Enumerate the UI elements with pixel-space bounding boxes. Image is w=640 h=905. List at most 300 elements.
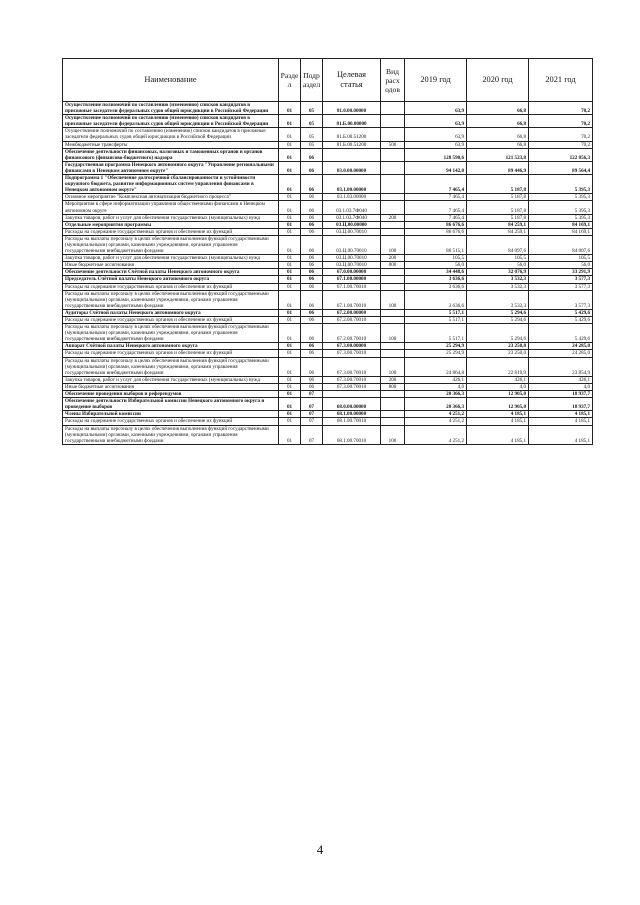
- row-section: 01: [279, 221, 301, 228]
- row-section: 01: [279, 269, 301, 276]
- row-subsection: 07: [301, 425, 323, 444]
- row-article: 67.2.00.70010: [323, 317, 381, 324]
- row-value-2021: 24 285,0: [529, 350, 593, 357]
- row-article: 67.1.00.70010: [323, 283, 381, 290]
- row-value-2019: 4 251,2: [405, 425, 467, 444]
- row-value-2020: 3 532,3: [467, 276, 529, 283]
- row-name: Государственная программа Ненецкого автономного округа "Управление региональными финансами в Ненецком автономном округе": [63, 161, 279, 174]
- row-name: Мероприятия в сфере информатизации управления общественными финансами в Ненецком автономном округе: [63, 201, 279, 214]
- row-name: Аудиторы Счётной палаты Ненецкого автономного округа: [63, 309, 279, 316]
- row-section: 01: [279, 283, 301, 290]
- table-row: [63, 128, 593, 141]
- row-value-2021: 56,0: [529, 262, 593, 269]
- row-section: 01: [279, 391, 301, 398]
- row-value-2021: 24 285,0: [529, 343, 593, 350]
- row-value-2020: 84 259,1: [467, 221, 529, 228]
- row-value-2021: 4 185,1: [529, 425, 593, 444]
- row-section: 01: [279, 228, 301, 235]
- row-name: Расходы на содержание государственных органов и обеспечение их функций: [63, 350, 279, 357]
- table-row: [63, 269, 593, 276]
- row-expense-type: [381, 276, 405, 283]
- row-value-2021: 33 291,9: [529, 269, 593, 276]
- row-value-2019: 24 864,8: [405, 357, 467, 376]
- row-article: 67.3.00.70010: [323, 383, 381, 390]
- table-row: [63, 343, 593, 350]
- table-row: [63, 201, 593, 214]
- row-value-2019: 86 676,6: [405, 221, 467, 228]
- row-value-2020: 105,5: [467, 255, 529, 262]
- table-row: [63, 194, 593, 201]
- row-value-2020: 5 187,8: [467, 201, 529, 214]
- row-value-2020: 3 532,3: [467, 290, 529, 309]
- row-subsection: 06: [301, 357, 323, 376]
- row-name: Расходы на содержание государственных органов и обеспечение их функций: [63, 418, 279, 425]
- row-subsection: 06: [301, 324, 323, 343]
- row-subsection: 06: [301, 175, 323, 194]
- row-value-2020: 5 294,6: [467, 317, 529, 324]
- row-section: 01: [279, 175, 301, 194]
- row-name: Подпрограмма 1 "Обеспечение долгосрочной сбалансированности и устойчивости окружного бюджета, развитие информационных систем управления финансами в Ненецком автономном округе": [63, 175, 279, 194]
- row-name: Расходы на содержание государственных органов и обеспечение их функций: [63, 317, 279, 324]
- row-expense-type: [381, 161, 405, 174]
- row-expense-type: 100: [381, 290, 405, 309]
- row-value-2021: 5 395,3: [529, 194, 593, 201]
- table-row: [63, 383, 593, 390]
- row-article: 67.3.00.00000: [323, 343, 381, 350]
- row-expense-type: [381, 391, 405, 398]
- row-expense-type: [381, 102, 405, 115]
- row-value-2019: 5 517,1: [405, 324, 467, 343]
- row-article: 68.1.00.70010: [323, 418, 381, 425]
- row-value-2020: 66,8: [467, 141, 529, 148]
- row-value-2020: 3 532,3: [467, 283, 529, 290]
- row-name: Обеспечение деятельности Счётной палаты Ненецкого автономного округа: [63, 269, 279, 276]
- row-value-2019: 105,5: [405, 255, 467, 262]
- row-value-2020: 4 185,1: [467, 418, 529, 425]
- row-value-2021: 426,1: [529, 376, 593, 383]
- row-value-2021: 105,5: [529, 255, 593, 262]
- row-article: 67.3.00.70010: [323, 357, 381, 376]
- table-row: [63, 228, 593, 235]
- row-value-2021: 70,2: [529, 128, 593, 141]
- row-article: 67.2.00.00000: [323, 309, 381, 316]
- row-expense-type: [381, 194, 405, 201]
- table-row: [63, 376, 593, 383]
- row-name: Расходы на выплаты персоналу в целях обеспечения выполнения функций государственными (муниципальными) органами, казенными учреждениями, органами управления государственными внебюджетными фондами: [63, 290, 279, 309]
- row-value-2021: 5 429,6: [529, 324, 593, 343]
- row-value-2019: 426,1: [405, 376, 467, 383]
- row-subsection: 06: [301, 383, 323, 390]
- row-value-2020: 5 187,8: [467, 175, 529, 194]
- budget-table: [62, 58, 593, 445]
- table-row: [63, 290, 593, 309]
- row-name: Расходы на содержание государственных органов и обеспечение их функций: [63, 283, 279, 290]
- row-section: 01: [279, 194, 301, 201]
- row-expense-type: [381, 115, 405, 128]
- row-article: 03.Ц.00.70010: [323, 235, 381, 254]
- row-subsection: 06: [301, 269, 323, 276]
- row-subsection: 05: [301, 102, 323, 115]
- row-article: 68.0.00.00000: [323, 398, 381, 411]
- row-value-2019: 63,9: [405, 102, 467, 115]
- row-section: 01: [279, 102, 301, 115]
- budget-table-page: [62, 58, 592, 445]
- row-expense-type: [381, 128, 405, 141]
- row-article: [323, 391, 381, 398]
- row-value-2021: 3 577,3: [529, 283, 593, 290]
- row-subsection: 05: [301, 141, 323, 148]
- header-subsection: Подр аздел: [301, 59, 323, 102]
- row-value-2019: 20 366,3: [405, 398, 467, 411]
- row-name: Обеспечение деятельности Избирательной комиссии Ненецкого автономного округа и проведение выборов: [63, 398, 279, 411]
- row-subsection: 07: [301, 411, 323, 418]
- row-section: 01: [279, 214, 301, 221]
- row-value-2019: 86 676,6: [405, 228, 467, 235]
- row-subsection: 07: [301, 398, 323, 411]
- row-value-2020: 4 185,1: [467, 425, 529, 444]
- row-value-2019: 5 517,1: [405, 317, 467, 324]
- row-value-2020: 12 905,0: [467, 391, 529, 398]
- row-section: 01: [279, 148, 301, 161]
- header-2019: 2019 год: [405, 59, 467, 102]
- row-name: Председатель Счётной палаты Ненецкого автономного округа: [63, 276, 279, 283]
- row-article: 03.Ц.00.70010: [323, 255, 381, 262]
- row-value-2021: 4 185,1: [529, 411, 593, 418]
- row-value-2019: 94 142,0: [405, 161, 467, 174]
- row-article: 03.Ц.00.70010: [323, 228, 381, 235]
- row-expense-type: [381, 175, 405, 194]
- table-row: [63, 235, 593, 254]
- row-value-2021: 5 429,6: [529, 317, 593, 324]
- row-expense-type: [381, 148, 405, 161]
- row-section: 01: [279, 411, 301, 418]
- row-value-2021: 18 937,7: [529, 391, 593, 398]
- row-expense-type: 200: [381, 376, 405, 383]
- row-value-2020: 84 259,1: [467, 228, 529, 235]
- row-section: 01: [279, 290, 301, 309]
- row-value-2019: 4 251,2: [405, 411, 467, 418]
- row-name: Осуществление полномочий по составлению (изменению) списков кандидатов в присяжные заседатели федеральных судов общей юрисдикции в Российской Федерации: [63, 102, 279, 115]
- header-name: Наименование: [63, 59, 279, 102]
- row-section: 01: [279, 262, 301, 269]
- row-expense-type: 100: [381, 425, 405, 444]
- row-article: 03.1.00.00000: [323, 175, 381, 194]
- row-expense-type: 800: [381, 383, 405, 390]
- header-section: Разде л: [279, 59, 301, 102]
- row-article: 67.0.00.00000: [323, 269, 381, 276]
- row-value-2021: 4,0: [529, 383, 593, 390]
- row-value-2021: 70,2: [529, 102, 593, 115]
- row-expense-type: [381, 221, 405, 228]
- row-article: 81.0.00.00000: [323, 102, 381, 115]
- row-article: 03.0.00.00000: [323, 161, 381, 174]
- row-section: 01: [279, 317, 301, 324]
- row-name: Члены Избирательной комиссии: [63, 411, 279, 418]
- row-expense-type: [381, 418, 405, 425]
- header-2021: 2021 год: [529, 59, 593, 102]
- table-row: [63, 350, 593, 357]
- row-article: 03.1.03.00000: [323, 194, 381, 201]
- row-value-2019: 7 465,4: [405, 194, 467, 201]
- row-value-2020: 12 905,0: [467, 398, 529, 411]
- row-value-2021: 84 169,1: [529, 221, 593, 228]
- row-name: Расходы на выплаты персоналу в целях обеспечения выполнения функций государственными (муниципальными) органами, казенными учреждениями, органами управления государственными внебюджетными фондами: [63, 235, 279, 254]
- row-expense-type: [381, 343, 405, 350]
- row-subsection: 07: [301, 418, 323, 425]
- row-value-2019: 3 636,6: [405, 290, 467, 309]
- row-name: Закупка товаров, работ и услуг для обеспечения государственных (муниципальных) нужд: [63, 255, 279, 262]
- table-row: [63, 418, 593, 425]
- row-value-2019: 128 590,6: [405, 148, 467, 161]
- row-article: 67.1.00.70010: [323, 290, 381, 309]
- row-value-2021: 5 395,3: [529, 214, 593, 221]
- row-value-2019: 7 465,4: [405, 214, 467, 221]
- row-subsection: 06: [301, 255, 323, 262]
- row-name: Обеспечение деятельности финансовых, налоговых и таможенных органов и органов финансового (финансово-бюджетного) надзора: [63, 148, 279, 161]
- row-expense-type: 200: [381, 255, 405, 262]
- row-name: Аппарат Счётной палаты Ненецкого автономного округа: [63, 343, 279, 350]
- row-name: Расходы на выплаты персоналу в целях обеспечения выполнения функций государственными (муниципальными) органами, казенными учреждениями, органами управления государственными внебюджетными фондами: [63, 357, 279, 376]
- row-value-2021: 70,2: [529, 115, 593, 128]
- table-row: [63, 148, 593, 161]
- row-subsection: 06: [301, 194, 323, 201]
- row-value-2021: 23 854,9: [529, 357, 593, 376]
- row-value-2019: 63,9: [405, 141, 467, 148]
- row-name: Основное мероприятие "Комплексная автоматизация бюджетного процесса": [63, 194, 279, 201]
- row-value-2021: 5 429,6: [529, 309, 593, 316]
- table-row: [63, 276, 593, 283]
- row-value-2020: 5 294,6: [467, 324, 529, 343]
- row-section: 01: [279, 115, 301, 128]
- table-row: [63, 141, 593, 148]
- row-expense-type: [381, 283, 405, 290]
- row-subsection: 06: [301, 228, 323, 235]
- row-article: 67.3.00.70010: [323, 376, 381, 383]
- row-article: 67.3.00.70010: [323, 350, 381, 357]
- row-article: 03.1.03.7Ф040: [323, 201, 381, 214]
- row-subsection: 05: [301, 128, 323, 141]
- table-row: [63, 161, 593, 174]
- row-article: [323, 148, 381, 161]
- row-value-2019: 25 294,9: [405, 350, 467, 357]
- row-section: 01: [279, 161, 301, 174]
- row-article: 68.1.00.00000: [323, 411, 381, 418]
- row-subsection: 06: [301, 221, 323, 228]
- row-value-2019: 4 251,2: [405, 418, 467, 425]
- row-article: 67.1.00.00000: [323, 276, 381, 283]
- row-expense-type: [381, 228, 405, 235]
- row-value-2019: 34 448,6: [405, 269, 467, 276]
- row-value-2019: 86 515,1: [405, 235, 467, 254]
- row-name: Иные бюджетные ассигнования: [63, 383, 279, 390]
- header-article: Целевая статья: [323, 59, 381, 102]
- row-section: 01: [279, 276, 301, 283]
- row-name: Закупка товаров, работ и услуг для обеспечения государственных (муниципальных) нужд: [63, 376, 279, 383]
- row-value-2020: 56,0: [467, 262, 529, 269]
- row-section: 01: [279, 343, 301, 350]
- table-row: [63, 221, 593, 228]
- row-subsection: 06: [301, 161, 323, 174]
- row-value-2021: 5 395,3: [529, 201, 593, 214]
- row-value-2019: 63,9: [405, 115, 467, 128]
- row-value-2021: 89 564,4: [529, 161, 593, 174]
- row-expense-type: [381, 201, 405, 214]
- row-value-2020: 84 097,6: [467, 235, 529, 254]
- row-section: 01: [279, 324, 301, 343]
- row-value-2021: 84 007,6: [529, 235, 593, 254]
- table-row: [63, 398, 593, 411]
- row-section: 01: [279, 357, 301, 376]
- row-value-2019: 20 366,3: [405, 391, 467, 398]
- row-article: 67.2.00.70010: [323, 324, 381, 343]
- row-expense-type: 100: [381, 357, 405, 376]
- table-row: [63, 425, 593, 444]
- header-2020: 2020 год: [467, 59, 529, 102]
- row-value-2021: 3 577,3: [529, 290, 593, 309]
- row-value-2021: 18 937,7: [529, 398, 593, 411]
- row-name: Расходы на выплаты персоналу в целях обеспечения выполнения функций государственными (муниципальными) органами, казенными учреждениями, органами управления государственными внебюджетными фондами: [63, 425, 279, 444]
- row-article: 81.Б.00.51200: [323, 128, 381, 141]
- table-row: [63, 283, 593, 290]
- table-row: [63, 115, 593, 128]
- row-value-2020: 22 819,9: [467, 357, 529, 376]
- row-subsection: 06: [301, 148, 323, 161]
- row-name: Расходы на выплаты персоналу в целях обеспечения выполнения функций государственными (муниципальными) органами, казенными учреждениями, органами управления государственными внебюджетными фондами: [63, 324, 279, 343]
- row-name: Осуществление полномочий по составлению (изменению) списков кандидатов в присяжные заседатели федеральных судов общей юрисдикции в Российской Федерации: [63, 128, 279, 141]
- row-subsection: 06: [301, 235, 323, 254]
- row-name: Закупка товаров, работ и услуг для обеспечения государственных (муниципальных) нужд: [63, 214, 279, 221]
- row-expense-type: 100: [381, 235, 405, 254]
- row-value-2019: 3 636,6: [405, 283, 467, 290]
- row-article: 03.Ц.00.70010: [323, 262, 381, 269]
- row-value-2019: 7 465,4: [405, 201, 467, 214]
- row-value-2019: 3 636,6: [405, 276, 467, 283]
- row-subsection: 06: [301, 201, 323, 214]
- row-value-2021: 84 169,1: [529, 228, 593, 235]
- row-name: Обеспечение проведения выборов и референдумов: [63, 391, 279, 398]
- row-name: Иные бюджетные ассигнования: [63, 262, 279, 269]
- table-row: [63, 309, 593, 316]
- row-value-2020: 5 187,8: [467, 214, 529, 221]
- row-subsection: 06: [301, 214, 323, 221]
- row-subsection: 06: [301, 350, 323, 357]
- row-section: 01: [279, 350, 301, 357]
- row-subsection: 07: [301, 391, 323, 398]
- row-value-2021: 5 395,3: [529, 175, 593, 194]
- row-article: 03.1.03.7Ф040: [323, 214, 381, 221]
- row-value-2020: 426,1: [467, 376, 529, 383]
- row-section: 01: [279, 235, 301, 254]
- row-value-2020: 23 250,0: [467, 343, 529, 350]
- row-section: 01: [279, 398, 301, 411]
- row-value-2019: 7 465,4: [405, 175, 467, 194]
- row-value-2020: 89 446,9: [467, 161, 529, 174]
- row-name: Расходы на содержание государственных органов и обеспечение их функций: [63, 228, 279, 235]
- table-row: [63, 214, 593, 221]
- row-value-2020: 121 523,8: [467, 148, 529, 161]
- table-row: [63, 255, 593, 262]
- row-subsection: 06: [301, 317, 323, 324]
- row-section: 01: [279, 383, 301, 390]
- row-subsection: 06: [301, 276, 323, 283]
- row-expense-type: 800: [381, 262, 405, 269]
- row-expense-type: 500: [381, 141, 405, 148]
- table-row: [63, 391, 593, 398]
- row-section: 01: [279, 309, 301, 316]
- table-row: [63, 262, 593, 269]
- row-expense-type: [381, 398, 405, 411]
- row-subsection: 06: [301, 283, 323, 290]
- row-value-2021: 122 856,3: [529, 148, 593, 161]
- row-expense-type: 100: [381, 324, 405, 343]
- row-section: 01: [279, 418, 301, 425]
- row-expense-type: [381, 411, 405, 418]
- row-section: 01: [279, 376, 301, 383]
- table-row: [63, 317, 593, 324]
- row-subsection: 06: [301, 376, 323, 383]
- row-subsection: 05: [301, 115, 323, 128]
- table-row: [63, 411, 593, 418]
- row-value-2020: 66,8: [467, 128, 529, 141]
- row-article: 03.Ц.00.00000: [323, 221, 381, 228]
- row-value-2020: 66,8: [467, 115, 529, 128]
- row-name: Межбюджетные трансферты: [63, 141, 279, 148]
- row-expense-type: [381, 309, 405, 316]
- row-subsection: 06: [301, 343, 323, 350]
- row-article: 81.Б.00.00000: [323, 115, 381, 128]
- row-section: 01: [279, 425, 301, 444]
- row-value-2020: 32 076,9: [467, 269, 529, 276]
- row-expense-type: [381, 317, 405, 324]
- row-section: 01: [279, 201, 301, 214]
- row-subsection: 06: [301, 309, 323, 316]
- row-subsection: 06: [301, 290, 323, 309]
- table-row: [63, 357, 593, 376]
- header-expense-type: Вид расх одов: [381, 59, 405, 102]
- table-row: [63, 324, 593, 343]
- row-section: 01: [279, 141, 301, 148]
- page-number: 4: [316, 842, 324, 857]
- row-value-2019: 56,0: [405, 262, 467, 269]
- row-expense-type: [381, 269, 405, 276]
- table-header-row: [63, 59, 593, 102]
- row-section: 01: [279, 255, 301, 262]
- row-section: 01: [279, 128, 301, 141]
- row-expense-type: 200: [381, 214, 405, 221]
- row-value-2020: 23 250,0: [467, 350, 529, 357]
- table-row: [63, 102, 593, 115]
- row-value-2020: 5 187,8: [467, 194, 529, 201]
- row-article: 81.Б.00.51200: [323, 141, 381, 148]
- row-value-2020: 4 185,1: [467, 411, 529, 418]
- row-article: 68.1.00.70010: [323, 425, 381, 444]
- row-value-2019: 4,0: [405, 383, 467, 390]
- row-value-2021: 3 577,3: [529, 276, 593, 283]
- row-value-2020: 66,8: [467, 102, 529, 115]
- row-value-2019: 25 294,9: [405, 343, 467, 350]
- row-value-2021: 4 185,1: [529, 418, 593, 425]
- row-name: Осуществление полномочий по составлению (изменению) списков кандидатов в присяжные заседатели федеральных судов общей юрисдикции в Российской Федерации: [63, 115, 279, 128]
- row-value-2019: 5 517,1: [405, 309, 467, 316]
- row-subsection: 06: [301, 262, 323, 269]
- row-value-2019: 63,9: [405, 128, 467, 141]
- row-value-2020: 5 294,6: [467, 309, 529, 316]
- row-value-2021: 70,2: [529, 141, 593, 148]
- row-expense-type: [381, 350, 405, 357]
- row-value-2020: 4,0: [467, 383, 529, 390]
- row-name: Отдельные мероприятия программы: [63, 221, 279, 228]
- table-row: [63, 175, 593, 194]
